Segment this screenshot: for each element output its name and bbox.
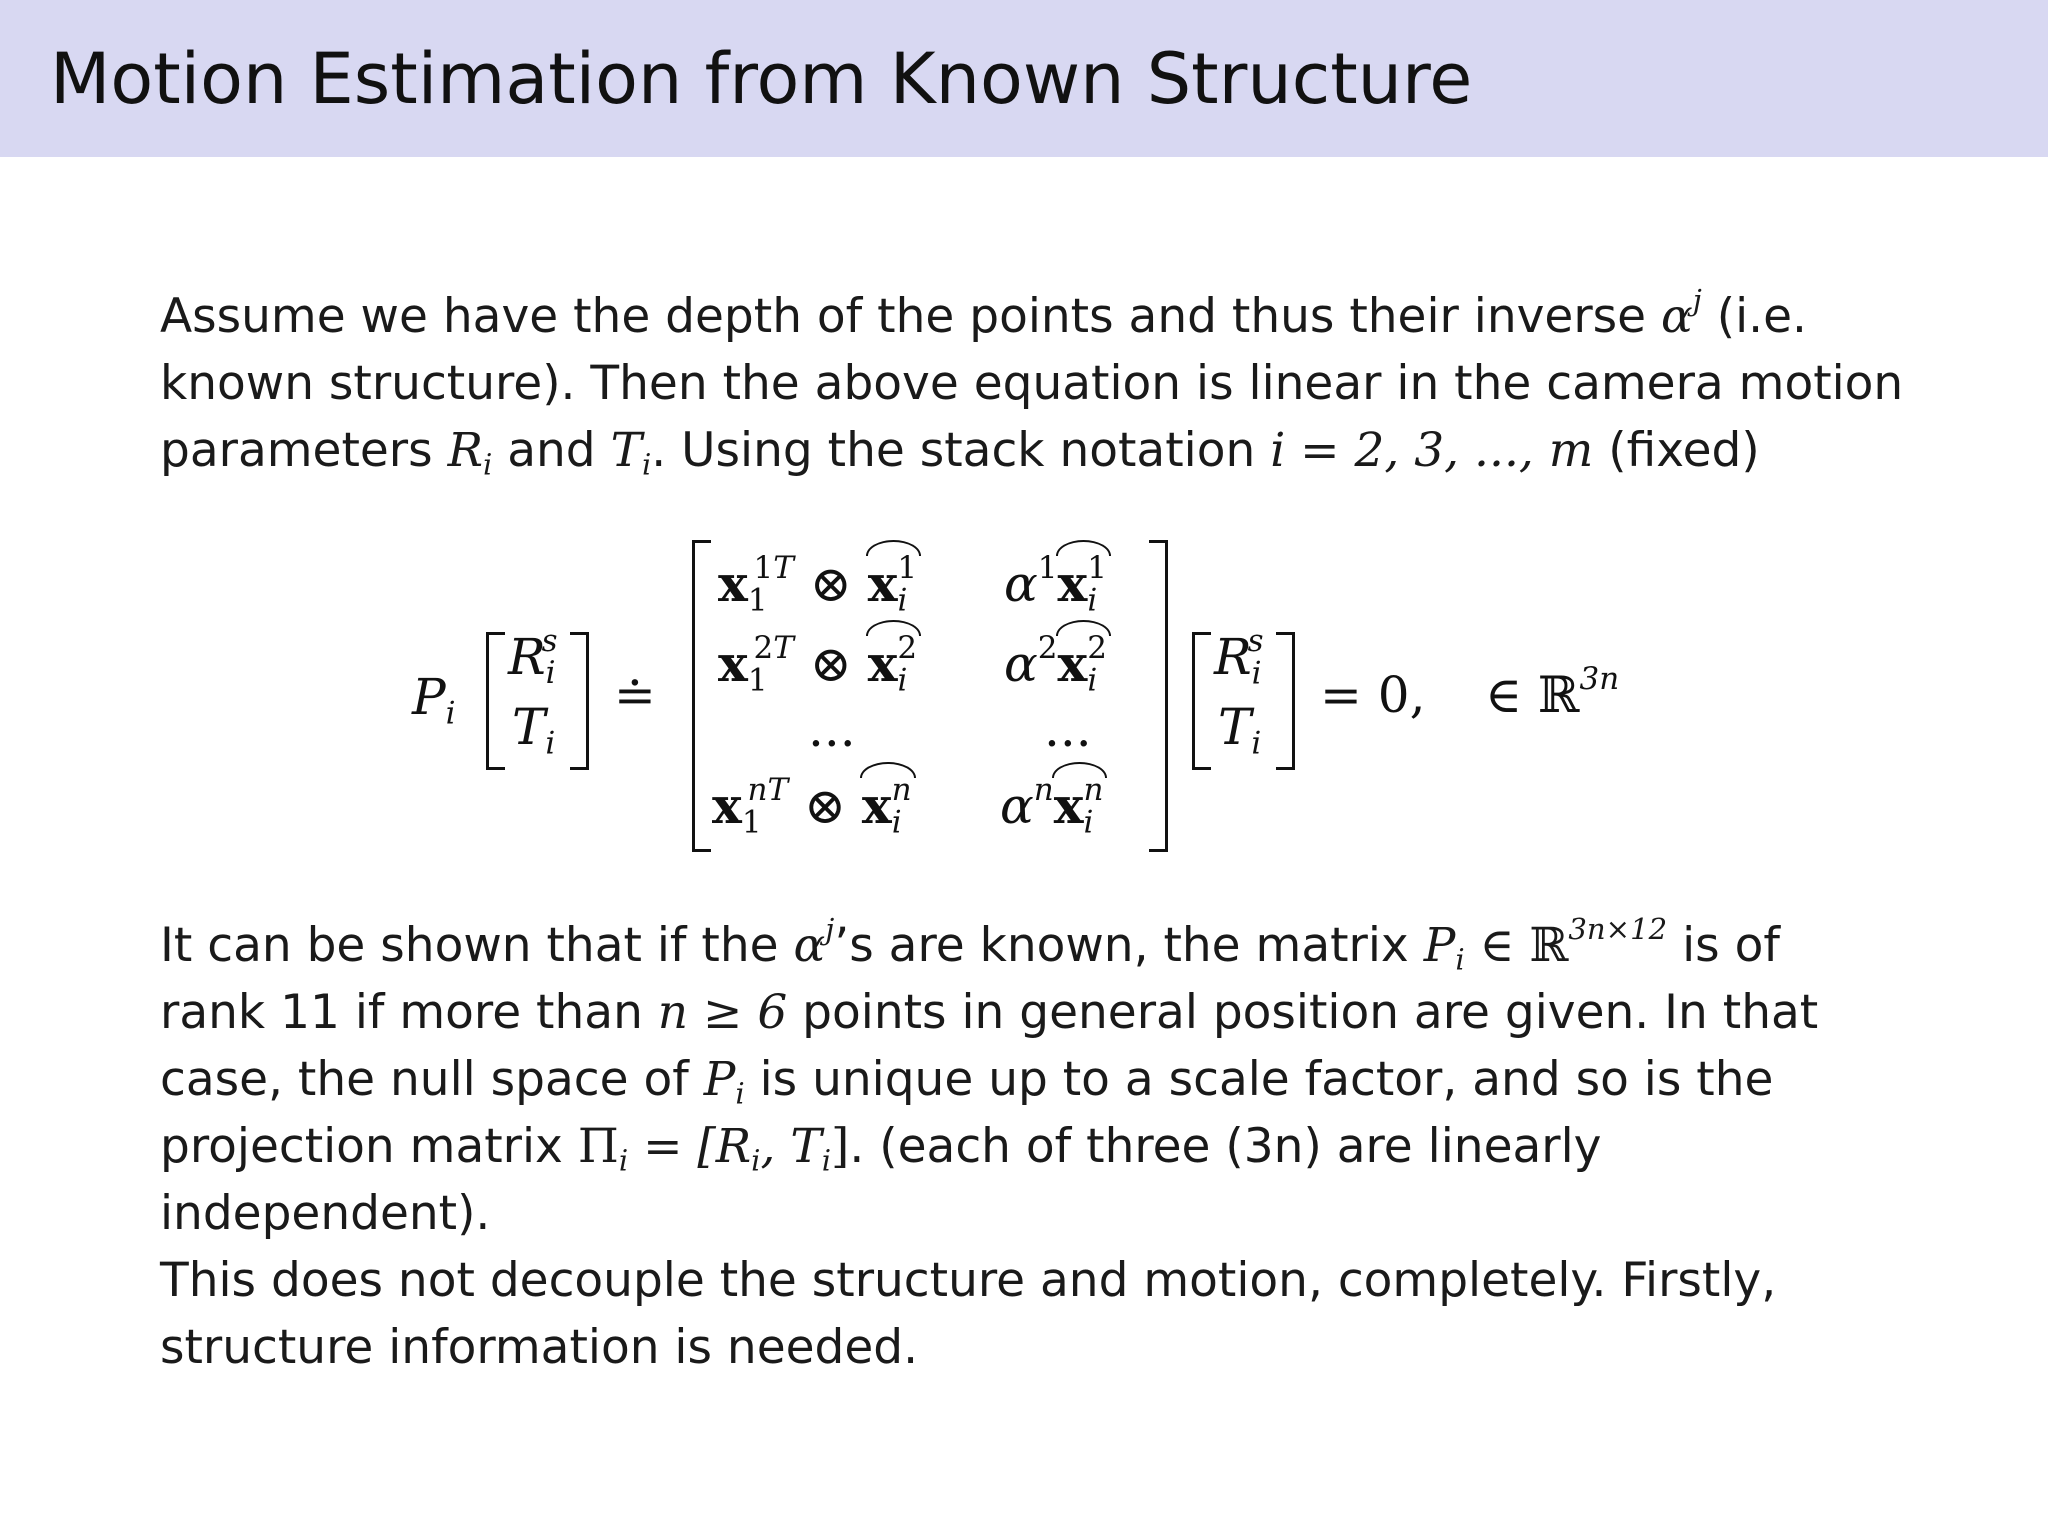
- title-bar: [0, 0, 2048, 157]
- text: points in general position are given. In that: [787, 985, 1819, 1040]
- text: and: [492, 423, 611, 478]
- math-in: ∈ ℝ: [1464, 918, 1569, 973]
- slide-title: Motion Estimation from Known Structure: [50, 38, 1473, 120]
- math-alpha: α: [1661, 289, 1693, 344]
- math-sub: i: [751, 1143, 761, 1178]
- eq-R-top-right: $R_i^s$: [1214, 622, 1264, 692]
- eq-T-bottom-right: $T_i$: [1218, 698, 1262, 762]
- para2-line5: independent).: [160, 1186, 491, 1241]
- math-index-range: i = 2, 3, ..., m: [1270, 423, 1594, 478]
- text: . (each of three (3n) are linearly: [849, 1119, 1602, 1174]
- math-sub: i: [618, 1143, 629, 1178]
- text: It can be shown that if the: [160, 918, 794, 973]
- matrix-row2-col1: $x_1^{2T}$ ⊗ $x_i^2$: [718, 629, 918, 699]
- math-comma-T: , T: [760, 1119, 822, 1174]
- matrix-row2-col2: $\alpha^2x_i^2$: [1004, 629, 1107, 699]
- para2-line1: [160, 912, 1920, 979]
- math-sub: i: [821, 1143, 832, 1178]
- math-eq: = [R: [628, 1119, 752, 1174]
- math-sup: j: [825, 912, 835, 947]
- left-vector-bracket-left: [486, 632, 505, 770]
- eq-doteq: ≐: [614, 666, 656, 724]
- text: (i.e.: [1701, 289, 1807, 344]
- right-vector-bracket-left: [1192, 632, 1211, 770]
- eq-P: $P_i$: [412, 668, 456, 732]
- math-n-ge-6: n ≥ 6: [657, 985, 788, 1040]
- para1-line2: known structure). Then the above equation is linear in the camera motion: [160, 356, 1904, 411]
- right-vector-bracket-right: [1276, 632, 1295, 770]
- math-alpha: α: [793, 918, 826, 973]
- text: projection matrix: [160, 1119, 578, 1174]
- math-P: P: [703, 1052, 736, 1107]
- para2-line7: structure information is needed.: [160, 1320, 919, 1375]
- math-T: T: [610, 423, 642, 478]
- para2-line4: [160, 1113, 1920, 1180]
- text: case, the null space of: [160, 1052, 704, 1107]
- para1-line1: [160, 283, 1920, 350]
- text: is of: [1667, 918, 1780, 973]
- text: (fixed): [1593, 423, 1760, 478]
- math-sub: i: [482, 447, 493, 482]
- para2-line2: [160, 979, 1920, 1046]
- math-sub: i: [641, 447, 652, 482]
- matrix-row1-col2: $\alpha^1x_i^1$: [1004, 549, 1107, 619]
- text: parameters: [160, 423, 448, 478]
- matrix-equation: [400, 540, 1700, 860]
- math-sub: i: [1455, 942, 1465, 977]
- paragraph-intro: [160, 283, 1920, 484]
- math-Pi: Π: [577, 1119, 619, 1174]
- matrix-row3-col2-dots: ...: [1044, 700, 1092, 758]
- matrix-row3-col1-dots: ...: [808, 700, 856, 758]
- math-P: P: [1423, 918, 1456, 973]
- matrix-bracket-left: [692, 540, 711, 852]
- math-close: ]: [831, 1119, 850, 1174]
- math-sup: j: [1692, 283, 1702, 318]
- text: is unique up to a scale factor, and so is the: [744, 1052, 1774, 1107]
- matrix-row4-col1: $x_1^{nT}$ ⊗ $x_i^n$: [712, 771, 912, 841]
- matrix-bracket-right: [1149, 540, 1168, 852]
- eq-T-bottom: $T_i$: [512, 698, 556, 762]
- text: Assume we have the depth of the points and thus their inverse: [160, 289, 1662, 344]
- left-vector-bracket-right: [570, 632, 589, 770]
- eq-R-top: $R_i^s$: [508, 622, 558, 692]
- para2-line3: [160, 1046, 1920, 1113]
- para1-line3: [160, 417, 1920, 484]
- matrix-row4-col2: $\alpha^nx_i^n$: [1000, 771, 1104, 841]
- paragraph-rank: [160, 912, 1920, 1381]
- eq-in-real-space: ∈ ℝ$^{3n}$: [1485, 660, 1620, 724]
- math-R: R: [447, 423, 483, 478]
- math-sub: i: [735, 1076, 745, 1111]
- matrix-row1-col1: $x_1^{1T}$ ⊗ $x_i^1$: [718, 549, 918, 619]
- text: rank 11 if more than: [160, 985, 658, 1040]
- para2-line6: This does not decouple the structure and motion, completely. Firstly,: [160, 1253, 1777, 1308]
- text: . Using the stack notation: [651, 423, 1271, 478]
- math-dim: 3n×12: [1568, 912, 1668, 947]
- text: ’s are known, the matrix: [834, 918, 1424, 973]
- eq-equals-zero: = 0,: [1320, 666, 1426, 724]
